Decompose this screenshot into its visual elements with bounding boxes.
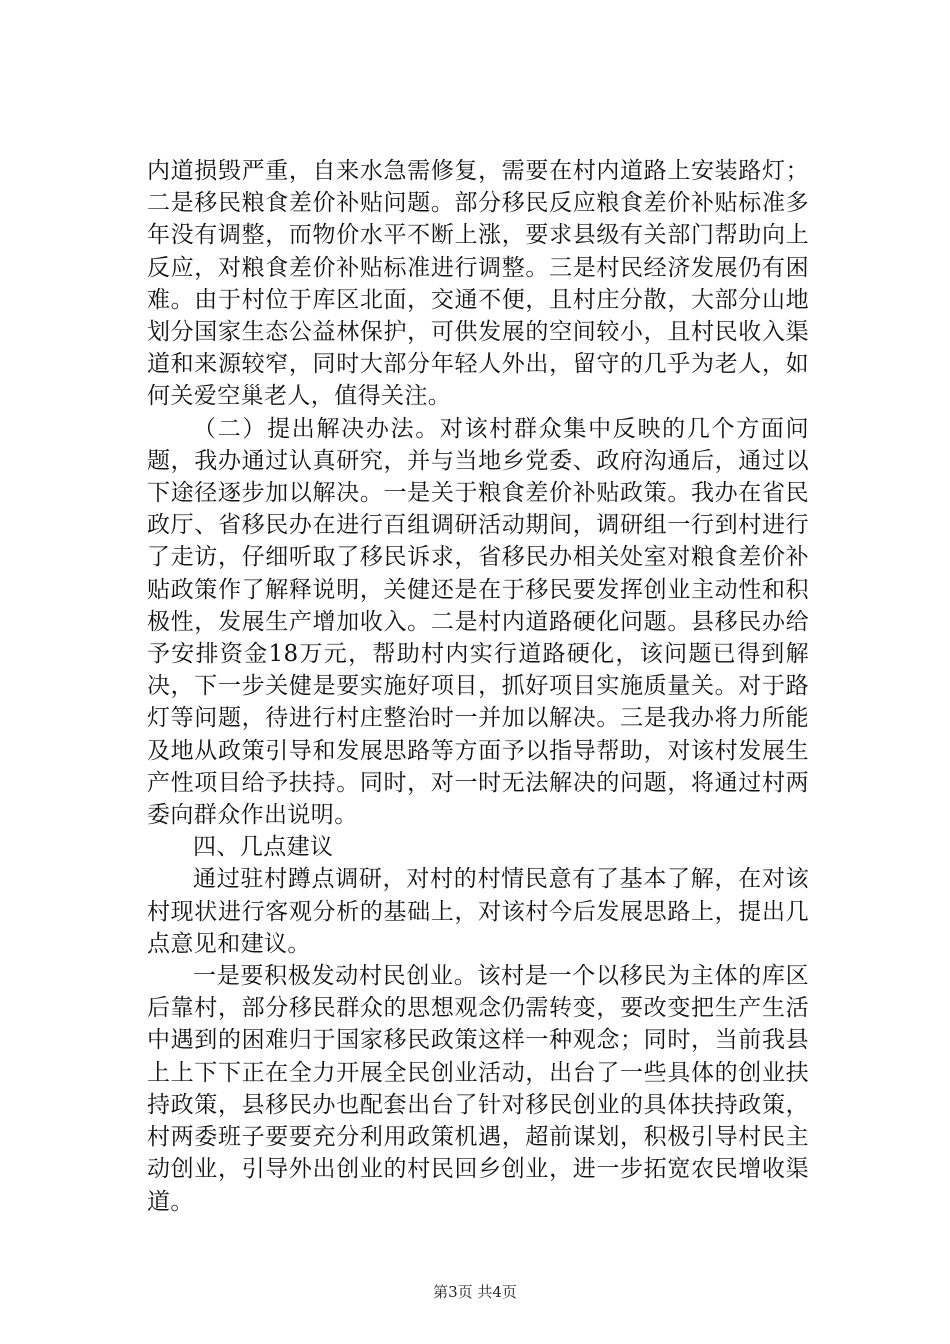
section-heading-suggestions: 四、几点建议 <box>193 834 334 861</box>
paragraph-continuation: 内道损毁严重，自来水急需修复，需要在村内道路上安装路灯；二是移民粮食差价补贴问题。部分移民反应粮食差价补贴标准多年没有调整，而物价水平不断上涨，要求县级有关部门帮助向上反应，对粮食差价补贴标准进行调整。三是村民经济发展仍有困难。由于村位于库区北面，交通不便，且村庄分散，大部分山地划分国家生态公益林保护，可供发展的空间较小，且村民收入渠道和来源较窄，同时大部分年轻人外出，留守的几乎为老人，如何关爱空巢老人，值得关注。 <box>147 158 809 410</box>
paragraph-suggestion-one: 一是要积极发动村民创业。该村是一个以移民为主体的库区后靠村，部分移民群众的思想观念仍需转变，要改变把生产生活中遇到的困难归于国家移民政策这样一种观念；同时，当前我县上上下下正在全力开展全民创业活动，出台了一些具体的创业扶持政策，县移民办也配套出台了针对移民创业的具体扶持政策，村两委班子要要充分利用政策机遇，超前谋划，积极引导村民主动创业，引导外出创业的村民回乡创业，进一步拓宽农民增收渠道。 <box>147 963 809 1215</box>
document-body <box>147 155 809 1218</box>
paragraph-suggestions-intro: 通过驻村蹲点调研，对村的村情民意有了基本了解，在对该村现状进行客观分析的基础上，对该村今后发展思路上，提出几点意见和建议。 <box>147 866 809 957</box>
paragraph-solutions: （二）提出解决办法。对该村群众集中反映的几个方面问题，我办通过认真研究，并与当地乡党委、政府沟通后，通过以下途径逐步加以解决。一是关于粮食差价补贴政策。我办在省民政厅、省移民办在进行百组调研活动期间，调研组一行到村进行了走访，仔细听取了移民诉求，省移民办相关处室对粮食差价补贴政策作了解释说明，关健还是在于移民要发挥创业主动性和积极性，发展生产增加收入。二是村内道路硬化问题。县移民办给予安排资金18万元，帮助村内实行道路硬化，该问题已得到解决，下一步关健是要实施好项目，抓好项目实施质量关。对于路灯等问题，待进行村庄整治时一并加以解决。三是我办将力所能及地从政策引导和发展思路等方面予以指导帮助，对该村发展生产性项目给予扶持。同时，对一时无法解决的问题，将通过村两委向群众作出说明。 <box>147 415 809 829</box>
page-number-footer: 第3页 共4页 <box>433 1283 517 1301</box>
